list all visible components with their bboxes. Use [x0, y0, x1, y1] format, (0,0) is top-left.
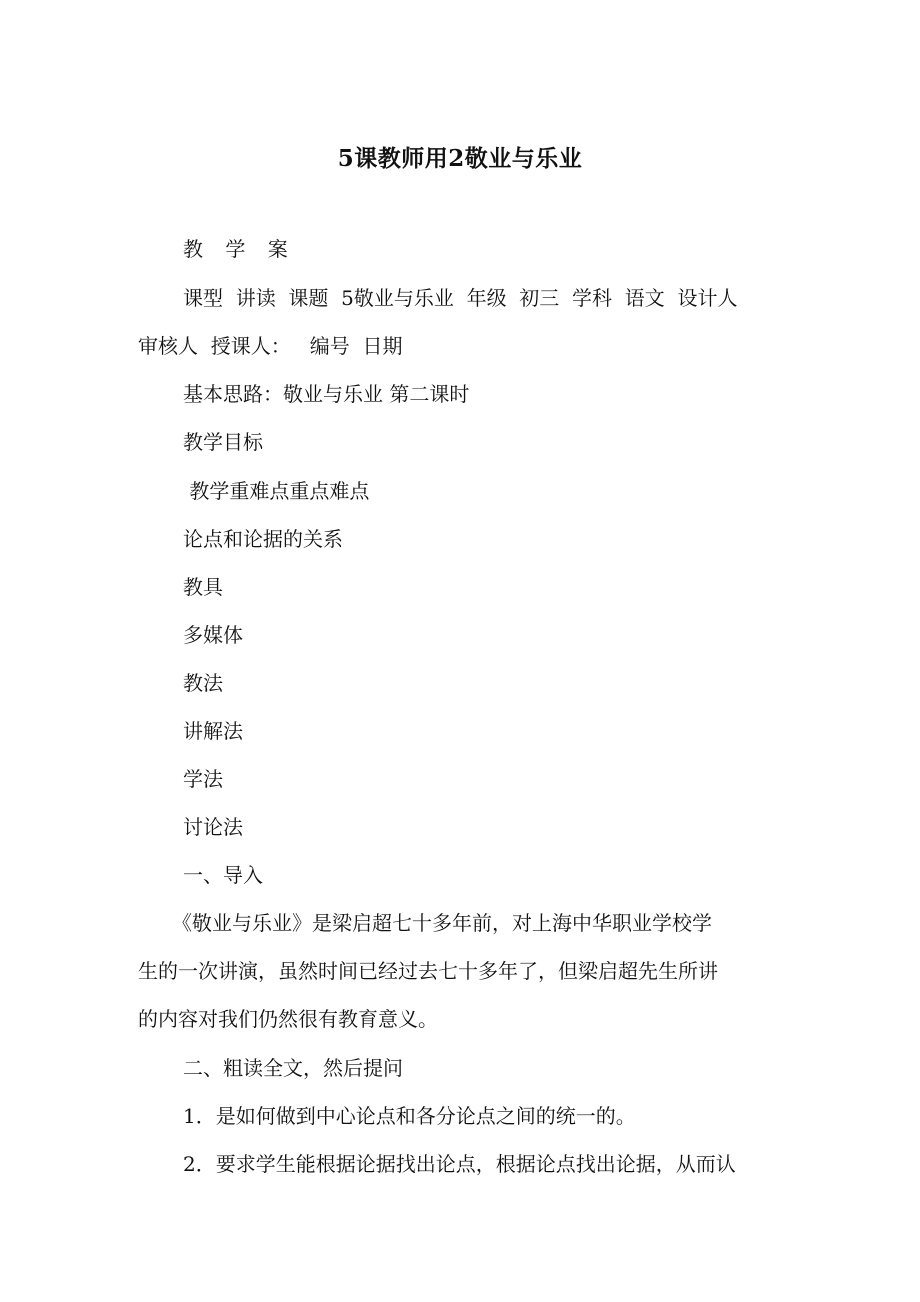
section-skim-reading-title: 二、粗读全文，然后提问 — [183, 1056, 403, 1080]
basic-approach: 基本思路：敬业与乐业 第二课时 — [183, 382, 470, 406]
key-points-detail: 论点和论据的关系 — [183, 527, 343, 551]
key-points-label: 教学重难点重点难点 — [183, 479, 370, 503]
heading-lesson-plan: 教 学 案 — [183, 237, 296, 261]
meta-line-course-info: 课型 讲读 课题 5敬业与乐业 年级 初三 学科 语文 设计人 — [183, 286, 738, 310]
section-introduction-title: 一、导入 — [183, 863, 263, 887]
meta-line-reviewer-info: 审核人 授课人： 编号 日期 — [138, 334, 403, 358]
teaching-method-value: 讲解法 — [183, 719, 243, 743]
study-method-value: 讨论法 — [183, 815, 243, 839]
introduction-paragraph-line: 生的一次讲演，虽然时间已经过去七十多年了，但梁启超先生所讲 — [138, 959, 718, 983]
teaching-tools-label: 教具 — [183, 575, 223, 599]
document-title: 5课教师用2敬业与乐业 — [337, 145, 583, 172]
teaching-tools-value: 多媒体 — [183, 623, 243, 647]
introduction-paragraph-line: 《敬业与乐业》是梁启超七十多年前，对上海中华职业学校学 — [172, 911, 712, 935]
teaching-method-label: 教法 — [183, 671, 223, 695]
study-method-label: 学法 — [183, 767, 223, 791]
introduction-paragraph-line: 的内容对我们仍然很有教育意义。 — [138, 1007, 438, 1031]
teaching-goals-label: 教学目标 — [183, 430, 263, 454]
question-item: 2．要求学生能根据论据找出论点，根据论点找出论据，从而认 — [183, 1152, 736, 1176]
question-item: 1．是如何做到中心论点和各分论点之间的统一的。 — [183, 1104, 636, 1128]
